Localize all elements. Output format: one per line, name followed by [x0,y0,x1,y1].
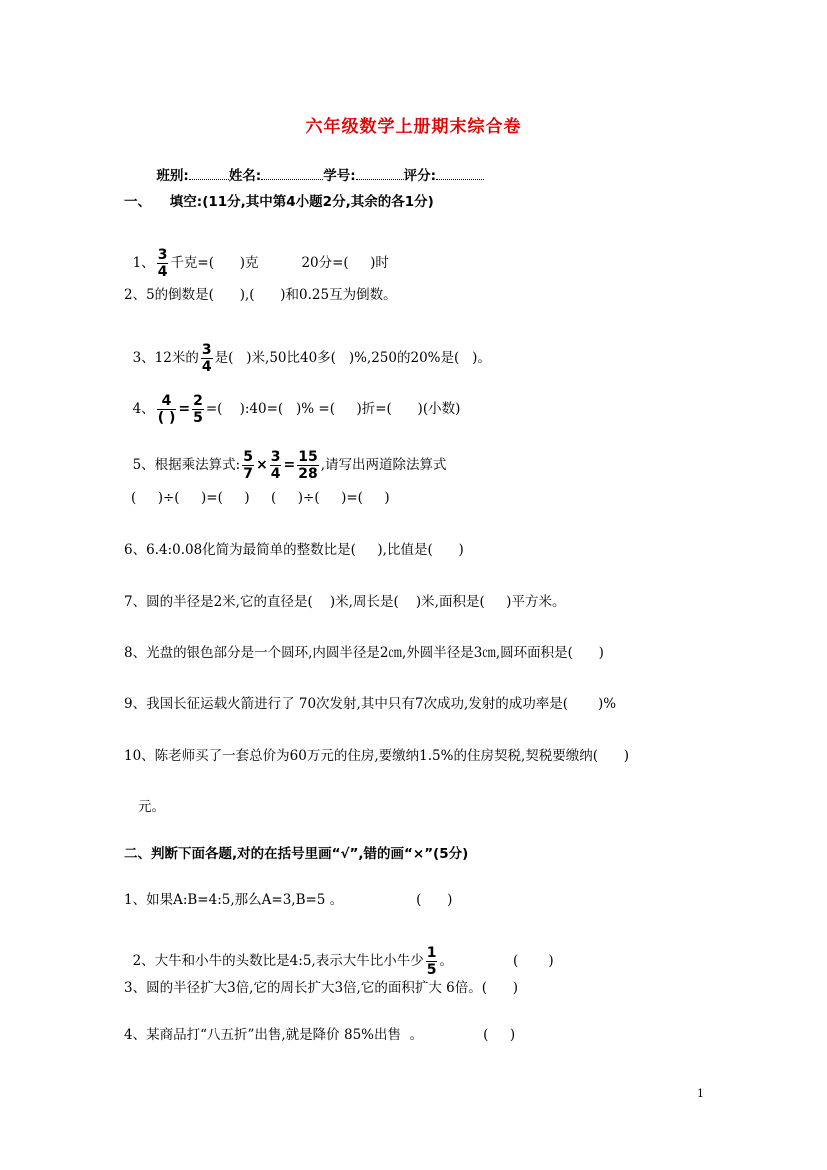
question-1-5 [124,429,446,482]
fraction-denominator: 5 [193,410,203,426]
q-text: =( ):40=( )% =( )折=( )(小数) [205,401,461,417]
fraction [297,449,318,482]
equals-sign: = [178,401,191,417]
question-1-7: 7、圆的半径是2米,它的直径是( )米,周长是( )米,面积是( )平方米。 [124,594,566,610]
question-2-2 [124,925,554,978]
class-label: 班别: [156,168,189,184]
fraction-denominator: ( ) [157,410,176,426]
fraction [201,342,213,375]
question-2-4: 4、某商品打“八五折”出售,就是降价 85%出售 。 ( ) [124,1027,516,1043]
equals-sign: = [283,457,296,473]
times-sign: × [255,457,268,473]
q-text: 3、12米的 [132,350,199,366]
q-text: 千克=( )克 20分=( )时 [170,255,389,271]
q-number: 4、 [132,401,155,417]
name-label: 姓名: [228,168,262,184]
fraction-numerator: 5 [243,449,253,465]
question-1-10: 10、陈老师买了一套总价为60万元的住房,要缴纳1.5%的住房契税,契税要缴纳( ) [124,748,630,764]
question-1-3 [124,322,491,375]
page-title: 六年级数学上册期末综合卷 [305,117,522,137]
fraction-numerator: 15 [298,449,318,465]
question-1-5-blanks: ( )÷( )=( ) ( )÷( )=( ) [131,490,390,506]
fraction-numerator: 2 [193,393,203,409]
q-number: 1、 [132,255,155,271]
fraction-denominator: 4 [157,264,168,280]
fraction-denominator: 4 [270,466,281,482]
fraction-denominator: 5 [426,962,437,978]
fraction-denominator: 7 [243,466,253,482]
section1-heading: 一、 填空:(11分,其中第4小题2分,其余的各1分) [124,194,434,210]
question-2-3: 3、圆的半径扩大3倍,它的周长扩大3倍,它的面积扩大 6倍。( ) [124,980,519,996]
question-1-9: 9、我国长征运载火箭进行了 70次发射,其中只有7次成功,发射的成功率是( )% [124,696,617,712]
name-blank[interactable] [261,165,323,180]
question-1-4 [124,373,460,426]
score-blank[interactable] [436,165,484,180]
question-1-1 [124,227,389,280]
question-2-1: 1、如果A:B=4:5,那么A=3,B=5 。 ( ) [124,892,453,908]
id-label: 学号: [323,168,356,184]
fraction-numerator: 3 [201,342,212,358]
fraction-numerator: 3 [157,247,168,263]
q-text: ,请写出两道除法算式 [320,457,447,473]
q-text: 5、根据乘法算式: [132,457,241,473]
student-info-line [147,145,484,186]
fraction [192,393,204,426]
fraction-numerator: 4 [161,393,172,409]
id-blank[interactable] [356,165,404,180]
score-label: 评分: [403,168,437,184]
page-number: 1 [697,1087,704,1100]
question-1-6: 6、6.4:0.08化简为最简单的整数比是( ),比值是( ) [124,542,464,558]
class-blank[interactable] [189,165,229,180]
q-text: 是( )米,50比40多( )%,250的20%是( )。 [214,350,491,366]
question-1-2: 2、5的倒数是( ),( )和0.25互为倒数。 [124,287,397,303]
q-text: 。 ( ) [439,953,554,969]
fraction-denominator: 28 [298,466,318,482]
question-1-10-continued: 元。 [138,799,165,815]
q-text: 2、大牛和小牛的头数比是4:5,表示大牛比小牛少 [132,953,424,969]
fraction [157,393,177,426]
fraction [270,449,282,482]
section2-heading: 二、判断下面各题,对的在括号里画“√”,错的画“×”(5分) [124,846,469,862]
fraction-denominator: 4 [201,359,212,375]
fraction-numerator: 3 [270,449,281,465]
fraction [157,247,169,280]
fraction-numerator: 1 [426,945,437,961]
fraction [426,945,438,978]
fraction [242,449,254,482]
question-1-8: 8、光盘的银色部分是一个圆环,内圆半径是2㎝,外圆半径是3㎝,圆环面积是( ) [124,645,604,661]
